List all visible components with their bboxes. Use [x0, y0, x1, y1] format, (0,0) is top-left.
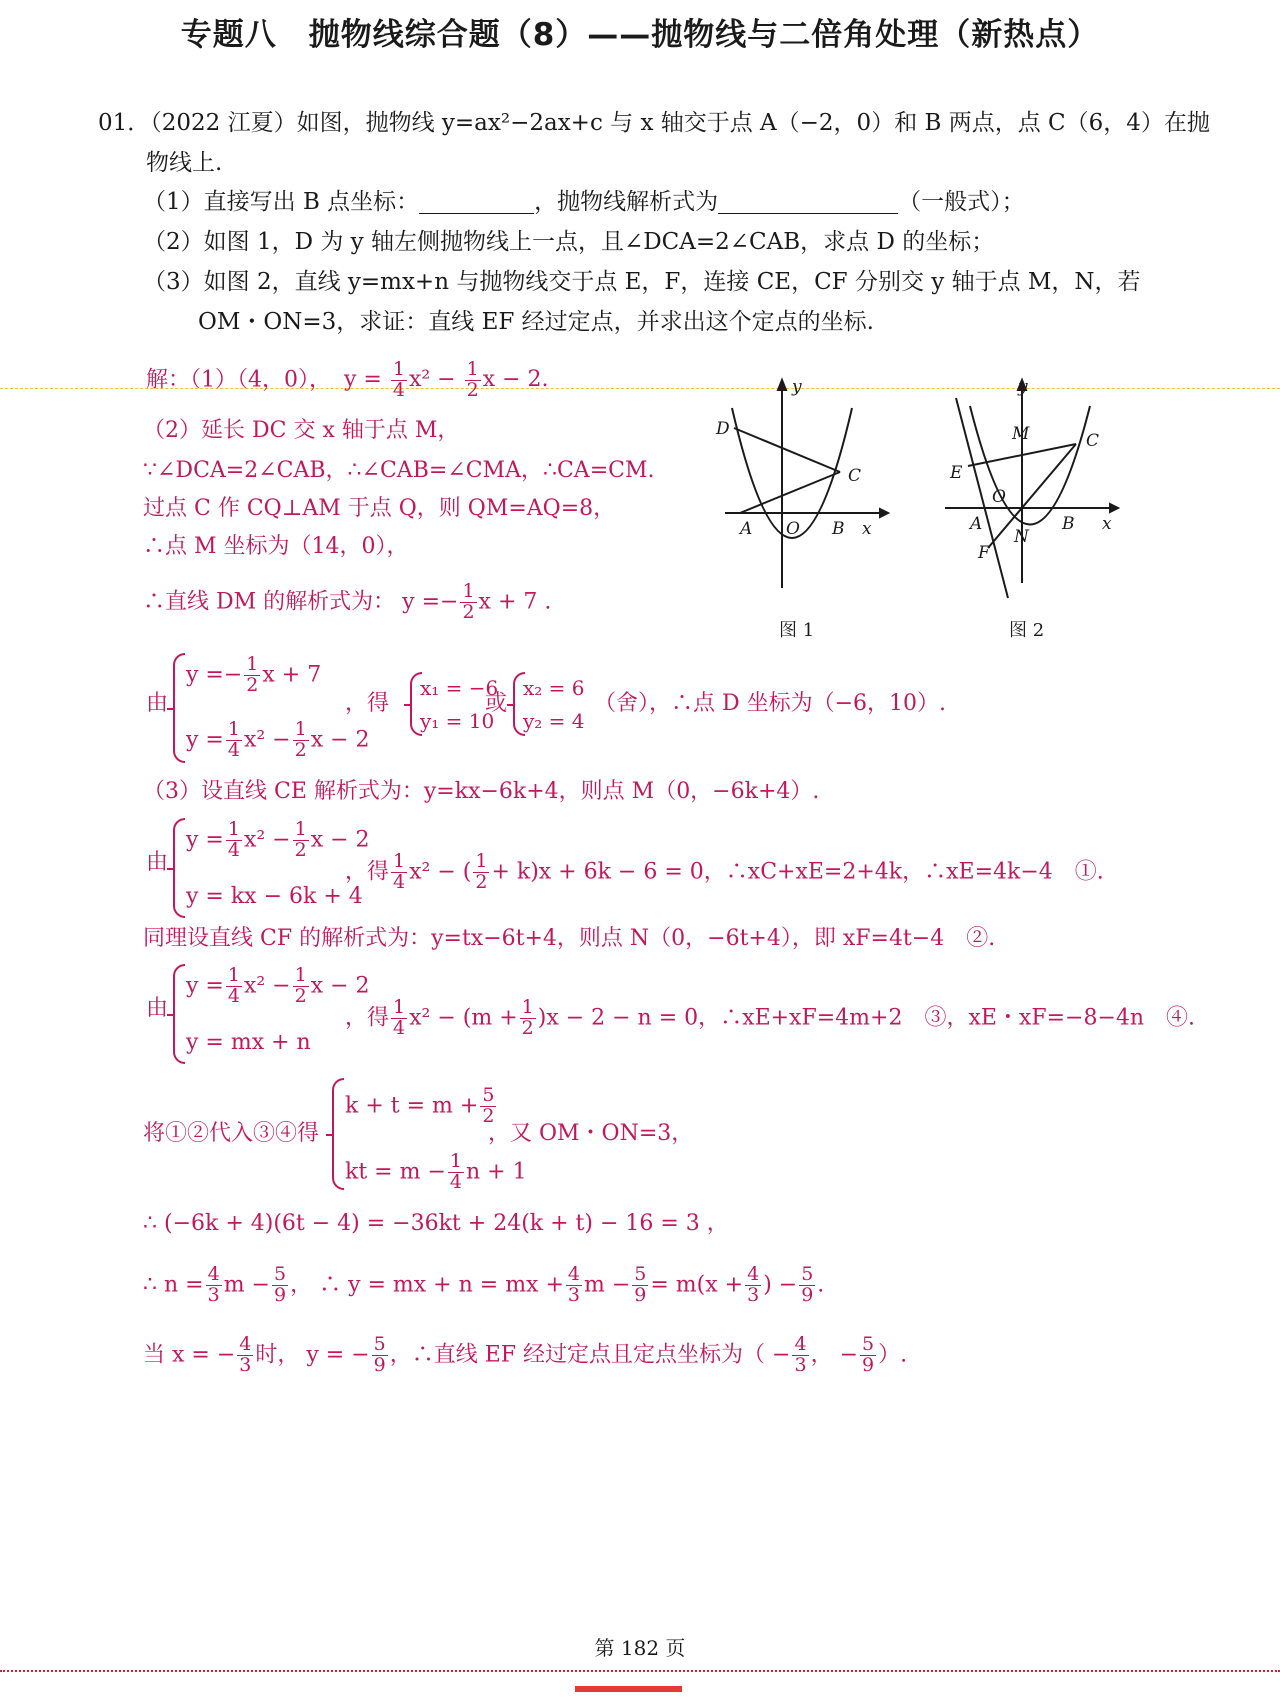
label-y: y	[792, 377, 802, 397]
solution-2-line-4: ∴点 M 坐标为（14，0），	[143, 534, 409, 559]
label-o: O	[786, 519, 800, 539]
fraction-half	[473, 852, 489, 893]
problem-line-2: 物线上.	[146, 150, 223, 176]
system-ef-eq1	[186, 966, 370, 1007]
label-m: M	[1012, 424, 1030, 444]
label-f: F	[978, 543, 990, 563]
footer-divider	[0, 1670, 1280, 1672]
numerator: 5	[373, 1333, 386, 1355]
fraction-quarter	[391, 998, 407, 1039]
comma: ， −	[810, 1342, 859, 1368]
footer-accent-bar	[575, 1686, 682, 1692]
fraction-half	[293, 720, 309, 761]
solution-y2: y₂ = 4	[523, 709, 585, 733]
label-d: D	[716, 419, 730, 439]
numerator: 1	[449, 1150, 462, 1172]
solution-2-line-5	[143, 582, 551, 623]
denominator: 4	[227, 838, 240, 861]
fraction-half	[520, 998, 536, 1039]
solution-3-line-6: ∴ (−6k + 4)(6t − 4) = −36kt + 24(k + t) − 16 = 3 ，	[143, 1211, 729, 1236]
denominator: 9	[862, 1353, 875, 1376]
label-b: B	[832, 519, 845, 539]
system-d-or: 或	[485, 691, 508, 716]
fraction-four-thirds	[792, 1335, 808, 1376]
label-x: x	[1102, 514, 1112, 534]
quad-part: x² − (	[409, 859, 472, 885]
m-minus: m −	[583, 1272, 631, 1298]
x-term: x − 2	[310, 827, 370, 853]
label-x: x	[862, 519, 872, 539]
period: .	[817, 1272, 825, 1298]
numerator: 4	[207, 1263, 220, 1285]
denominator: 2	[294, 984, 307, 1007]
x-squared-term: x² −	[243, 727, 291, 753]
fraction-five-ninths	[799, 1265, 815, 1306]
fraction-five-ninths	[372, 1335, 388, 1376]
fraction-five-ninths	[632, 1265, 648, 1306]
denominator: 2	[466, 378, 479, 401]
fixed-point-label: ，∴直线 EF 经过定点且定点坐标为（ −	[389, 1342, 791, 1368]
y-expand: ， ∴ y = mx + n = mx +	[290, 1272, 564, 1298]
q1-prefix: （1）直接写出 B 点坐标：	[143, 189, 420, 215]
label-c: C	[1086, 431, 1100, 451]
system-d-then: ，得	[345, 691, 390, 716]
system-d-eq1	[186, 655, 321, 696]
factor: = m(x +	[650, 1272, 744, 1298]
x-squared-term: x² −	[243, 827, 291, 853]
numerator: 1	[227, 818, 240, 840]
numerator: 1	[393, 850, 406, 872]
fraction-half	[293, 966, 309, 1007]
then-y: 时， y = −	[255, 1342, 370, 1368]
denominator: 3	[567, 1283, 580, 1306]
denominator: 3	[239, 1353, 252, 1376]
close-paren: ）.	[878, 1342, 908, 1368]
system-ce-eq1	[186, 820, 370, 861]
denominator: 3	[747, 1283, 760, 1306]
denominator: 9	[373, 1353, 386, 1376]
x-axis-arrow	[880, 509, 888, 517]
system-d-prefix: 由	[146, 691, 169, 716]
denominator: 4	[227, 738, 240, 761]
x-term: x − 2.	[482, 367, 549, 393]
fraction-four-thirds	[206, 1265, 222, 1306]
numerator: 5	[482, 1084, 495, 1106]
fraction-quarter	[448, 1152, 464, 1193]
m-minus: m −	[223, 1272, 270, 1298]
segment-ca	[740, 472, 840, 513]
denominator: 9	[634, 1283, 647, 1306]
fraction-four-thirds	[745, 1265, 761, 1306]
solution-3-line-7	[143, 1265, 824, 1306]
system-d-eq2	[186, 720, 370, 761]
solution-3-line-1: （3）设直线 CE 解析式为：y=kx−6k+4，则点 M（0，−6k+4）.	[143, 779, 820, 804]
numerator: 5	[862, 1333, 875, 1355]
solution-1-answer: 解：（1）（4，0），	[146, 367, 331, 393]
numerator: 1	[393, 996, 406, 1018]
system-d-result: （舍），∴点 D 坐标为（−6，10）.	[594, 691, 947, 716]
x-term: x + 7 .	[478, 589, 552, 615]
system-ce-eq2: y = kx − 6k + 4	[186, 884, 363, 909]
denominator: 9	[273, 1283, 287, 1306]
label-b: B	[1062, 514, 1075, 534]
solution-x1: x₁ = −6	[420, 676, 499, 700]
x-axis-arrow	[1110, 504, 1118, 512]
solution-3-line-3: 同理设直线 CF 的解析式为：y=tx−6t+4，则点 N（0，−6t+4），即 xF=4t−4 ②.	[143, 926, 996, 951]
numerator: 1	[227, 964, 240, 986]
numerator: 1	[521, 996, 534, 1018]
numerator: 1	[227, 718, 240, 740]
numerator: 1	[294, 818, 307, 840]
substitute-label: 将①②代入③④得	[143, 1121, 320, 1146]
brace	[173, 818, 185, 918]
y-equals: y =	[186, 662, 224, 688]
system-ef-prefix: 由	[146, 996, 169, 1021]
page-number: 第 182 页	[594, 1636, 686, 1660]
y-axis-arrow	[778, 380, 786, 390]
q1-middle: ，抛物线解析式为	[534, 189, 719, 215]
denominator: 2	[462, 600, 475, 623]
q1-suffix: （一般式）；	[898, 189, 1025, 215]
kt-sum: k + t = m +	[345, 1093, 479, 1119]
system-kt-eq1	[345, 1086, 498, 1127]
x-term: x − 2	[310, 973, 370, 999]
segment-dc	[734, 428, 840, 472]
solution-2-line-2: ∵∠DCA=2∠CAB，∴∠CAB=∠CMA，∴CA=CM.	[143, 458, 655, 483]
numerator: 1	[475, 850, 488, 872]
label-a: A	[740, 519, 753, 539]
when-x: 当 x = −	[143, 1342, 236, 1368]
brace	[332, 1078, 344, 1190]
numerator: 1	[466, 358, 479, 380]
figure-1-caption: 图 1	[779, 620, 815, 641]
solution-y1: y₁ = 10	[420, 709, 495, 733]
fraction-quarter	[226, 820, 242, 861]
figure-2-caption: 图 2	[1009, 620, 1045, 641]
figure-1	[716, 377, 890, 598]
label-y: y	[1018, 377, 1028, 397]
solution-2-line-1: （2）延长 DC 交 x 轴于点 M，	[143, 418, 460, 443]
numerator: 4	[747, 1263, 760, 1285]
answer-blank-b	[419, 194, 534, 214]
kt-rest: n + 1	[465, 1159, 527, 1185]
brace	[173, 653, 185, 763]
numerator: 1	[246, 653, 259, 675]
numerator: 1	[462, 580, 475, 602]
quad-part: )x − 2 − n = 0	[537, 1005, 699, 1031]
denominator: 4	[393, 1016, 406, 1039]
denominator: 9	[801, 1283, 814, 1306]
brace	[173, 964, 185, 1064]
denominator: 3	[207, 1283, 220, 1306]
fraction-five-ninths	[860, 1335, 876, 1376]
denominator: 2	[482, 1104, 495, 1127]
page-title: 专题八 抛物线综合题（8）——抛物线与二倍角处理（新热点）	[180, 17, 1100, 53]
numerator: 4	[794, 1333, 807, 1355]
x-squared-term: x² −	[243, 973, 291, 999]
system-kt-eq2	[345, 1152, 527, 1193]
solution-3-line-8	[143, 1335, 907, 1376]
x-term: x − 2	[310, 727, 370, 753]
then-label: ，得	[345, 859, 390, 885]
system-ce-prefix: 由	[146, 850, 169, 875]
solution-x2: x₂ = 6	[523, 676, 585, 700]
numerator: 1	[294, 718, 307, 740]
parabola	[970, 406, 1090, 525]
numerator: 1	[392, 358, 405, 380]
answer-blank-parabola	[718, 194, 898, 214]
question-2: （2）如图 1，D 为 y 轴左侧抛物线上一点，且∠DCA=2∠CAB，求点 D 的坐标；	[143, 229, 995, 255]
question-3-line-2: OM・ON=3，求证：直线 EF 经过定点，并求出这个定点的坐标.	[198, 309, 874, 335]
denominator: 4	[393, 870, 406, 893]
solution-1	[146, 360, 549, 401]
quad-part: + k)x + 6k − 6 = 0	[491, 859, 704, 885]
dm-label: ∴直线 DM 的解析式为：	[143, 589, 396, 615]
denominator: 2	[294, 838, 307, 861]
y-equals: y =	[402, 589, 441, 615]
label-c: C	[848, 466, 862, 486]
question-1	[143, 191, 1025, 214]
fraction-quarter	[226, 966, 242, 1007]
solution-1-formula	[344, 358, 549, 401]
numerator: 1	[294, 964, 307, 986]
fraction-five-ninths	[272, 1265, 288, 1306]
y-equals: y =	[186, 973, 224, 999]
fraction-quarter	[226, 720, 242, 761]
label-e: E	[950, 463, 963, 483]
solution-2-line-3: 过点 C 作 CQ⊥AM 于点 Q，则 QM=AQ=8，	[143, 496, 616, 521]
label-n: N	[1014, 527, 1029, 547]
minus-sign: −	[223, 662, 243, 688]
denominator: 4	[449, 1170, 462, 1193]
y-equals: y =	[186, 727, 224, 753]
fraction-half	[465, 360, 481, 401]
fraction-half	[460, 582, 476, 623]
y-equals: y =	[344, 367, 382, 393]
system-ef-eq2: y = mx + n	[186, 1030, 311, 1055]
numerator: 4	[567, 1263, 580, 1285]
figure-2	[940, 378, 1120, 598]
problem-line-1: 01．（2022 江夏）如图，抛物线 y=ax²−2ax+c 与 x 轴交于点 A（−2，0）和 B 两点，点 C（6，4）在抛	[98, 110, 1210, 136]
denominator: 4	[392, 378, 405, 401]
quadratic-m	[345, 998, 1195, 1039]
denominator: 2	[521, 1016, 534, 1039]
denominator: 3	[794, 1353, 807, 1376]
denominator: 2	[475, 870, 488, 893]
vieta-result: ，∴xE+xF=4m+2 ③，xE・xF=−8−4n ④.	[698, 1005, 1196, 1031]
fraction-quarter	[391, 852, 407, 893]
denominator: 2	[294, 738, 307, 761]
denominator: 4	[227, 984, 240, 1007]
numerator: 5	[273, 1263, 287, 1285]
numerator: 5	[634, 1263, 647, 1285]
n-eq: ∴ n =	[143, 1272, 204, 1298]
fraction-four-thirds	[566, 1265, 582, 1306]
fraction-half	[244, 655, 260, 696]
numerator: 5	[801, 1263, 814, 1285]
quad-part: x² − (m +	[409, 1005, 518, 1031]
y-equals: y =	[186, 827, 224, 853]
denominator: 2	[246, 673, 259, 696]
fraction-half	[293, 820, 309, 861]
om-on-condition: ，又 OM・ON=3，	[488, 1121, 694, 1146]
minus-sign: −	[440, 589, 459, 615]
x-squared-term: x² −	[408, 367, 456, 393]
fraction-four-thirds	[237, 1335, 253, 1376]
x-term: x + 7	[262, 662, 322, 688]
numerator: 4	[239, 1333, 252, 1355]
then-label: ，得	[345, 1005, 390, 1031]
question-3-line-1: （3）如图 2，直线 y=mx+n 与抛物线交于点 E，F，连接 CE，CF 分别交 y 轴于点 M，N，若	[143, 269, 1141, 295]
label-a: A	[970, 514, 983, 534]
quadratic-k	[345, 852, 1104, 893]
fraction-quarter	[391, 360, 407, 401]
xe-result: ，∴xC+xE=2+4k，∴xE=4k−4 ①.	[703, 859, 1104, 885]
kt-product: kt = m −	[345, 1159, 446, 1185]
factor-close: ) −	[763, 1272, 798, 1298]
label-o: O	[992, 487, 1006, 507]
